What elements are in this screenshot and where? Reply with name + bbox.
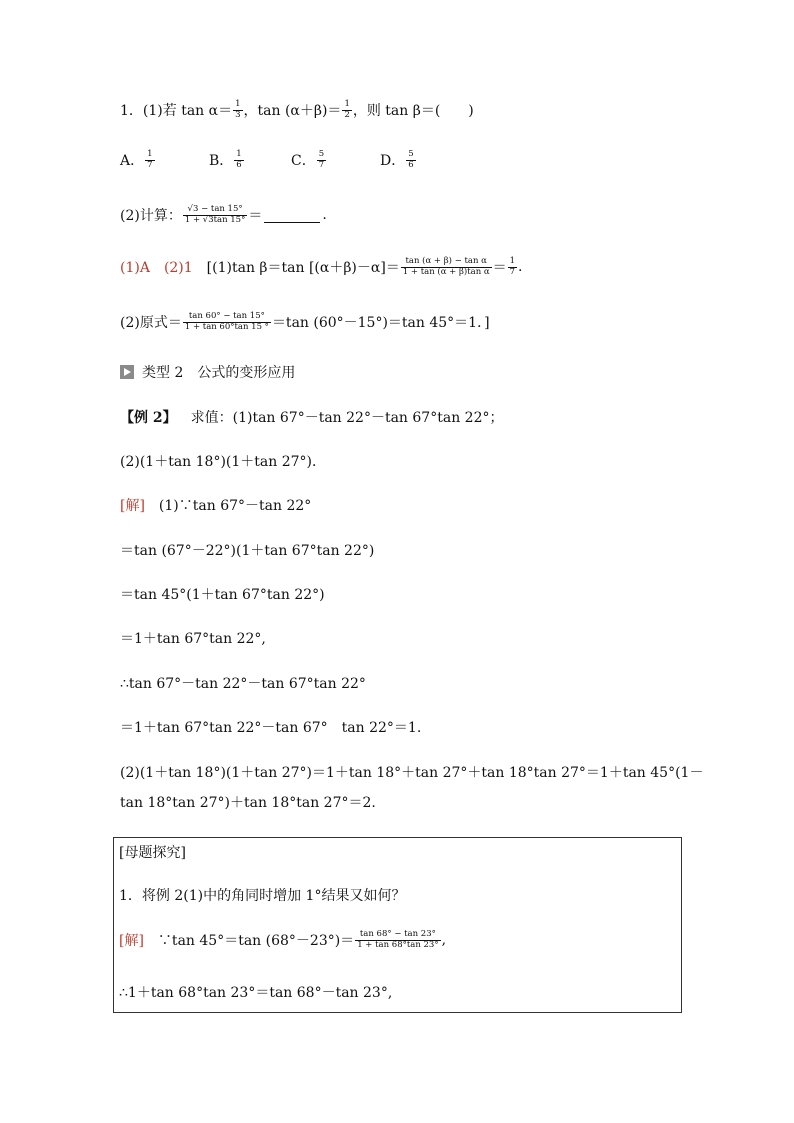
frac-den: 2: [344, 109, 350, 120]
q2-end: .: [322, 207, 327, 224]
solution-line: [120, 673, 366, 693]
solution-line: [120, 628, 266, 648]
example-text: (2)(1＋tan 18°)(1＋tan 27°)．: [120, 454, 327, 470]
answer-text: ＝: [492, 260, 507, 277]
box-question: 1．将例 2(1)中的角同时增加 1°结果又如何？: [119, 888, 406, 904]
frac-den: 6: [236, 159, 242, 170]
solution-line: [120, 584, 325, 604]
answer-text: ＝tan (60°－15°)＝tan 45°＝1．]: [271, 315, 490, 332]
solution-text: ＝tan (67°－22°)(1＋tan 67°tan 22°): [120, 543, 375, 559]
fraction: [508, 257, 517, 278]
answer-key: (1)A (2)1: [120, 260, 193, 277]
solution-tag: [解]: [119, 933, 144, 950]
option-c: [291, 150, 380, 171]
explore-solution-2: [119, 982, 392, 1002]
frac-num: 1: [509, 256, 516, 266]
fraction: [183, 205, 247, 226]
solution-tag: [解]: [120, 498, 145, 514]
solution-line: [120, 762, 703, 782]
answer-text: [(1)tan β＝tan [(α＋β)－α]＝: [192, 260, 400, 277]
stem-text: ，则 tan β＝( ): [352, 103, 474, 120]
fraction: [145, 150, 154, 171]
solution-text: ,: [441, 932, 447, 949]
solution-line: [120, 540, 374, 560]
explore-question: [119, 885, 405, 905]
frac-den: 1 + tan (α + β)tan α: [402, 266, 490, 277]
options-row: [120, 150, 417, 171]
frac-num: 1: [235, 99, 241, 109]
frac-den: 6: [408, 159, 414, 170]
fraction: [355, 930, 440, 951]
section-heading: [120, 362, 295, 382]
frac-den: 1 + √3tan 15°: [184, 214, 246, 225]
frac-num: 1: [147, 149, 153, 159]
frac-den: 3: [235, 109, 241, 120]
question-1-stem: [120, 100, 474, 121]
frac-num: 5: [318, 149, 325, 159]
frac-num: tan 60° − tan 15°: [188, 311, 265, 321]
q2-equals: ＝: [248, 208, 263, 225]
option-label: D．: [380, 153, 406, 170]
frac-num: 1: [344, 99, 350, 109]
question-2: [120, 205, 327, 226]
frac-den: 7: [509, 266, 516, 277]
solution-line: [120, 495, 311, 515]
answer-text: (2)原式＝: [120, 315, 182, 332]
fraction: [233, 100, 242, 121]
solution-text: ＝1＋tan 67°tan 22°,: [120, 631, 266, 647]
option-label: A．: [120, 153, 145, 170]
solution-line: [120, 717, 421, 737]
answer-text: .: [518, 259, 523, 276]
fraction: [234, 150, 243, 171]
frac-num: 5: [408, 149, 414, 159]
frac-num: 1: [236, 149, 242, 159]
fraction: [406, 150, 415, 171]
answer-line-1: [120, 257, 523, 278]
q2-prefix: (2)计算：: [120, 208, 182, 225]
example-tag: 【例 2】: [120, 410, 177, 426]
frac-den: 1 + tan 68°tan 23°: [357, 939, 439, 950]
frac-num: tan (α + β) − tan α: [405, 256, 487, 266]
solution-text: ∵tan 45°＝tan (68°－23°)＝: [143, 933, 355, 950]
answer-blank: [264, 208, 320, 223]
fraction: [317, 150, 326, 171]
example-2: [120, 407, 503, 427]
solution-text: (2)(1＋tan 18°)(1＋tan 27°)＝1＋tan 18°＋tan 27°＋tan 18°tan 27°＝1＋tan 45°(1－: [120, 765, 704, 781]
stem-text: 1．(1)若 tan α＝: [120, 103, 233, 120]
example-text: 求值：(1)tan 67°－tan 22°－tan 67°tan 22°；: [176, 410, 504, 426]
option-d: [380, 150, 417, 171]
option-a: [120, 150, 209, 171]
solution-text: (1)∵tan 67°－tan 22°: [144, 498, 312, 514]
fraction: [342, 100, 351, 121]
option-label: C．: [291, 153, 316, 170]
frac-den: 7: [318, 159, 325, 170]
box-title: [母题探究]: [119, 845, 186, 861]
frac-num: tan 68° − tan 23°: [359, 929, 436, 939]
solution-line: [120, 792, 376, 812]
section-title: 类型 2 公式的变形应用: [142, 365, 296, 381]
solution-text: tan 18°tan 27°)＋tan 18°tan 27°＝2.: [120, 795, 376, 811]
fraction: [183, 312, 271, 333]
frac-den: 1 + tan 60°tan 15 °: [184, 321, 269, 332]
play-triangle-icon: [120, 365, 134, 379]
frac-den: 7: [147, 159, 153, 170]
explore-solution: [119, 930, 446, 951]
option-b: [209, 150, 291, 171]
frac-num: √3 − tan 15°: [187, 204, 243, 214]
fraction: [401, 257, 492, 278]
solution-text: ∴1＋tan 68°tan 23°＝tan 68°－tan 23°,: [119, 985, 393, 1001]
stem-text: ，tan (α＋β)＝: [243, 103, 342, 120]
solution-text: ＝1＋tan 67°tan 22°－tan 67° tan 22°＝1.: [120, 720, 422, 736]
example-2-part-2: [120, 451, 326, 471]
explore-title: [119, 842, 186, 862]
option-label: B．: [209, 153, 234, 170]
answer-line-2: [120, 312, 490, 333]
solution-text: ＝tan 45°(1＋tan 67°tan 22°): [120, 587, 325, 603]
solution-text: ∴tan 67°－tan 22°－tan 67°tan 22°: [120, 676, 366, 692]
